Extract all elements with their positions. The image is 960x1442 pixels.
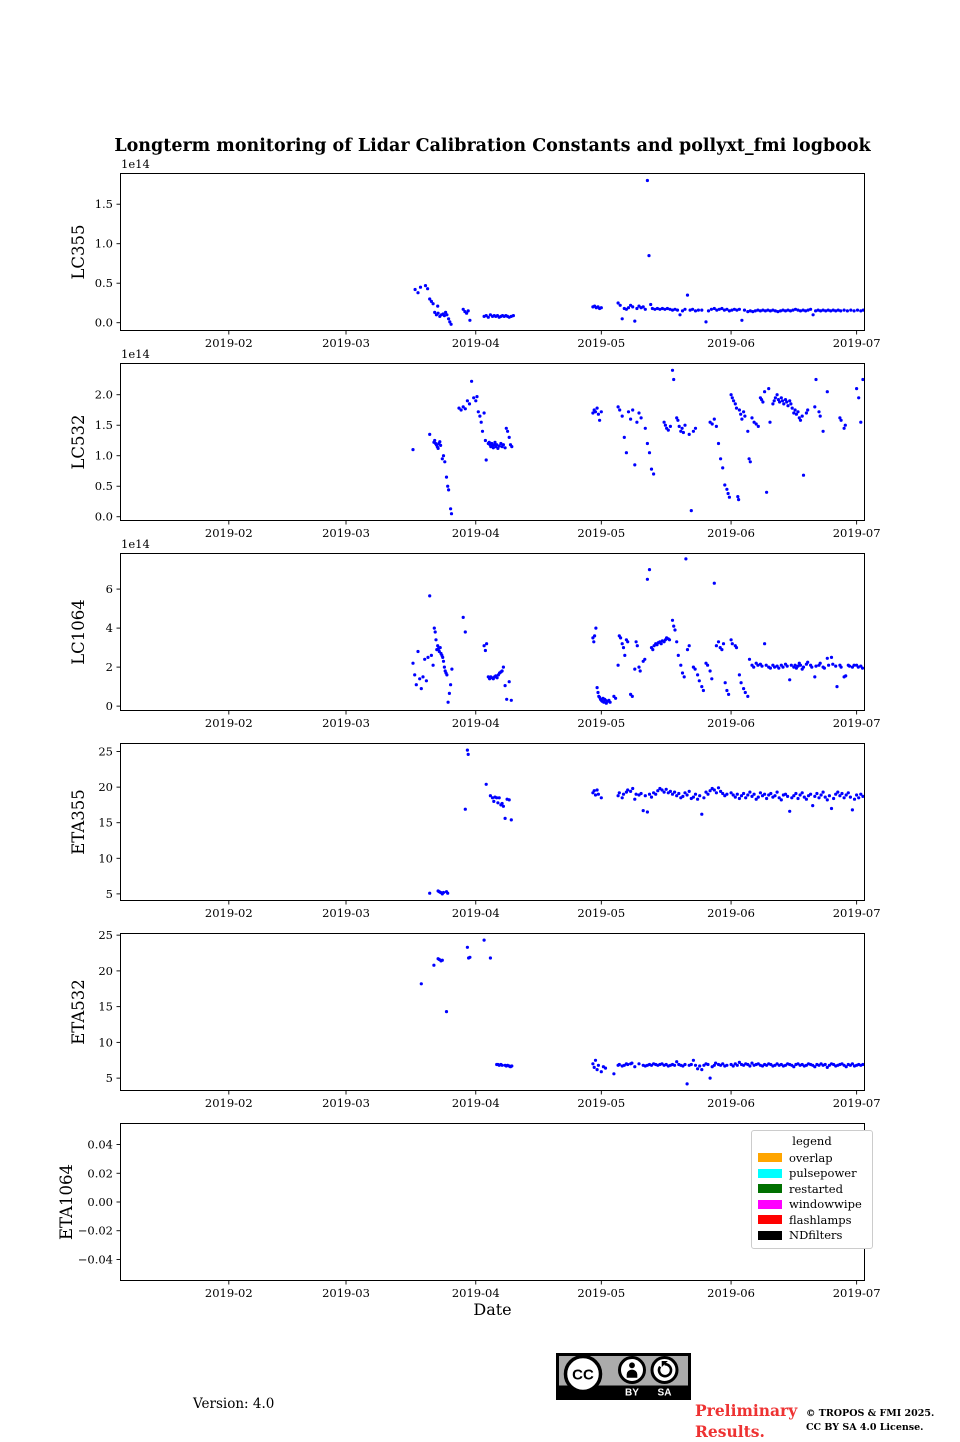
legend-swatch (758, 1184, 782, 1193)
svg-text:2019-07: 2019-07 (832, 906, 881, 920)
svg-text:LC532: LC532 (69, 414, 88, 470)
svg-text:ETA532: ETA532 (69, 979, 88, 1045)
cc-by-sa-badge (556, 1353, 691, 1404)
svg-text:2: 2 (105, 660, 113, 675)
svg-text:2019-04: 2019-04 (451, 526, 500, 540)
subplot-eta355 (69, 743, 881, 920)
svg-text:2019-07: 2019-07 (832, 1096, 881, 1110)
subplot-lc532 (69, 347, 881, 540)
legend-swatch (758, 1231, 782, 1240)
svg-text:0.5: 0.5 (94, 276, 113, 291)
svg-text:25: 25 (98, 744, 113, 759)
svg-text:2019-06: 2019-06 (707, 336, 755, 350)
version-label: Version: 4.0 (193, 1396, 275, 1412)
svg-text:2019-02: 2019-02 (204, 1286, 253, 1300)
svg-text:2019-02: 2019-02 (204, 716, 253, 730)
copyright-note (806, 1407, 934, 1435)
by-label: BY (625, 1387, 639, 1399)
svg-text:2019-05: 2019-05 (577, 716, 626, 730)
svg-text:2019-07: 2019-07 (832, 1286, 881, 1300)
svg-text:2019-02: 2019-02 (204, 1096, 253, 1110)
svg-text:0.02: 0.02 (87, 1166, 113, 1181)
preliminary-line2: Results. (695, 1422, 765, 1441)
svg-text:2019-02: 2019-02 (204, 336, 253, 350)
legend-entry (758, 1150, 866, 1166)
svg-text:15: 15 (98, 815, 113, 830)
subplot-lc1064 (69, 537, 881, 730)
legend-entry (758, 1197, 866, 1213)
svg-text:2019-05: 2019-05 (577, 336, 626, 350)
svg-text:4: 4 (105, 621, 113, 636)
svg-text:0.0: 0.0 (94, 509, 113, 524)
svg-text:0.00: 0.00 (87, 1195, 113, 1209)
svg-text:5: 5 (105, 886, 113, 901)
svg-text:ETA355: ETA355 (69, 789, 88, 855)
svg-text:2019-06: 2019-06 (707, 906, 755, 920)
svg-text:2019-03: 2019-03 (322, 336, 370, 350)
svg-text:2019-03: 2019-03 (322, 906, 370, 920)
svg-text:ETA1064: ETA1064 (57, 1163, 76, 1241)
svg-text:0.0: 0.0 (94, 315, 113, 330)
svg-text:5: 5 (105, 1071, 113, 1086)
legend-swatch (758, 1200, 782, 1209)
legend-entry-label: overlap (789, 1150, 833, 1165)
cc-icon: CC (572, 1366, 594, 1384)
svg-text:1.0: 1.0 (94, 448, 113, 463)
svg-text:15: 15 (98, 999, 113, 1014)
svg-text:6: 6 (105, 582, 113, 597)
svg-text:2019-04: 2019-04 (451, 336, 500, 350)
preliminary-results-note (695, 1400, 797, 1442)
person-icon (629, 1362, 635, 1368)
svg-text:2019-06: 2019-06 (707, 1096, 755, 1110)
svg-text:25: 25 (98, 928, 113, 943)
x-axis-label: Date (473, 1300, 512, 1319)
legend-entry-label: windowwipe (789, 1197, 862, 1212)
svg-text:2019-07: 2019-07 (832, 526, 881, 540)
legend-entry-label: NDfilters (789, 1228, 843, 1243)
svg-text:2019-06: 2019-06 (707, 1286, 755, 1300)
svg-text:20: 20 (98, 963, 113, 978)
legend-swatch (758, 1153, 782, 1162)
svg-text:10: 10 (98, 851, 113, 866)
legend-entry (758, 1181, 866, 1197)
svg-text:LC1064: LC1064 (69, 599, 88, 665)
svg-text:2019-06: 2019-06 (707, 716, 755, 730)
svg-text:2019-05: 2019-05 (577, 526, 626, 540)
svg-text:0.04: 0.04 (87, 1137, 113, 1152)
svg-text:1e14: 1e14 (121, 347, 150, 361)
svg-text:2019-07: 2019-07 (832, 716, 881, 730)
svg-text:2019-02: 2019-02 (204, 526, 253, 540)
svg-text:2019-04: 2019-04 (451, 1286, 500, 1300)
svg-text:1.5: 1.5 (94, 197, 113, 212)
svg-text:2.0: 2.0 (94, 387, 113, 402)
legend (751, 1130, 873, 1249)
svg-text:2019-03: 2019-03 (322, 716, 370, 730)
legend-entry-label: flashlamps (789, 1212, 852, 1227)
svg-text:2019-04: 2019-04 (451, 906, 500, 920)
svg-text:2019-05: 2019-05 (577, 906, 626, 920)
svg-text:1.0: 1.0 (94, 236, 113, 251)
cc-license-icon (556, 1353, 691, 1400)
legend-title: legend (792, 1134, 832, 1148)
svg-text:2019-07: 2019-07 (832, 336, 881, 350)
svg-text:2019-03: 2019-03 (322, 1096, 370, 1110)
svg-text:2019-04: 2019-04 (451, 1096, 500, 1110)
svg-text:2019-05: 2019-05 (577, 1096, 626, 1110)
svg-text:2019-02: 2019-02 (204, 906, 253, 920)
svg-text:2019-05: 2019-05 (577, 1286, 626, 1300)
legend-entry-label: pulsepower (789, 1166, 857, 1181)
preliminary-line1: Preliminary (695, 1401, 798, 1420)
svg-text:−0.02: −0.02 (77, 1223, 113, 1238)
subplot-eta532 (69, 928, 881, 1110)
svg-text:2019-03: 2019-03 (322, 1286, 370, 1300)
legend-entries (758, 1150, 866, 1243)
legend-entry-label: restarted (789, 1181, 843, 1196)
svg-text:20: 20 (98, 780, 113, 795)
svg-text:LC355: LC355 (69, 224, 88, 280)
svg-text:1e14: 1e14 (121, 537, 150, 551)
svg-text:1.5: 1.5 (94, 418, 113, 433)
svg-text:0: 0 (105, 699, 113, 714)
legend-entry (758, 1228, 866, 1244)
svg-text:2019-06: 2019-06 (707, 526, 755, 540)
copyright-line1: © TROPOS & FMI 2025. (806, 1408, 935, 1419)
legend-swatch (758, 1215, 782, 1224)
svg-text:2019-04: 2019-04 (451, 716, 500, 730)
svg-text:0.5: 0.5 (94, 479, 113, 494)
legend-entry (758, 1212, 866, 1228)
svg-text:10: 10 (98, 1035, 113, 1050)
sa-label: SA (657, 1387, 672, 1399)
svg-text:−0.04: −0.04 (77, 1252, 113, 1267)
figure-title: Longterm monitoring of Lidar Calibration Constants and pollyxt_fmi logbook (114, 136, 871, 156)
svg-text:2019-03: 2019-03 (322, 526, 370, 540)
legend-swatch (758, 1169, 782, 1178)
subplot-lc355 (69, 157, 881, 350)
copyright-line2: CC BY SA 4.0 License. (806, 1422, 924, 1433)
svg-text:1e14: 1e14 (121, 157, 150, 171)
legend-entry (758, 1166, 866, 1182)
